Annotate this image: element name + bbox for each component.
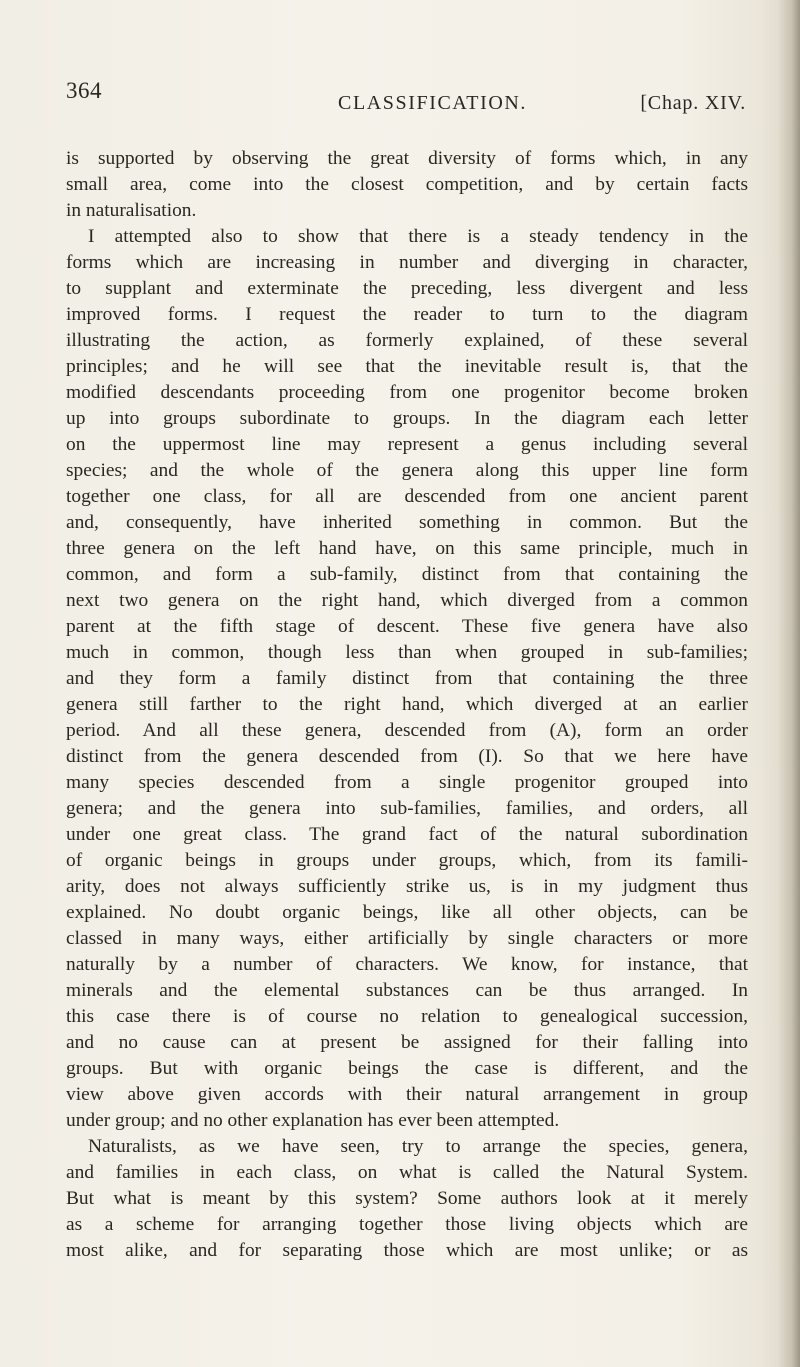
text-line: in naturalisation.: [66, 200, 197, 221]
text-line: of organic beings in groups under groups, which, from its famili-: [66, 850, 748, 871]
page-edge-shadow: [778, 0, 800, 1367]
text-line: naturally by a number of characters. We know, for instance, that: [66, 954, 748, 975]
text-line: many species descended from a single progenitor grouped into: [66, 772, 748, 793]
text-line: and families in each class, on what is called the Natural System.: [66, 1162, 748, 1183]
text-line: and they form a family distinct from that containing the three: [66, 668, 748, 689]
text-line: period. And all these genera, descended from (A), form an order: [66, 720, 748, 741]
text-line: genera; and the genera into sub-families, families, and orders, all: [66, 798, 748, 819]
text-line: improved forms. I request the reader to turn to the diagram: [66, 304, 748, 325]
running-title: CLASSIFICATION.: [338, 92, 528, 114]
text-line: illustrating the action, as formerly explained, of these several: [66, 330, 748, 351]
text-line: arity, does not always sufficiently strike us, is in my judgment thus: [66, 876, 748, 897]
text-line: most alike, and for separating those which are most unlike; or as: [66, 1240, 748, 1261]
page-number: 364: [66, 78, 102, 103]
text-line: to supplant and exterminate the preceding, less divergent and less: [66, 278, 748, 299]
text-line: modified descendants proceeding from one progenitor become broken: [66, 382, 748, 403]
text-line: small area, come into the closest competition, and by certain facts: [66, 174, 748, 195]
text-line: minerals and the elemental substances can be thus arranged. In: [66, 980, 748, 1001]
text-line: But what is meant by this system? Some authors look at it merely: [66, 1188, 748, 1209]
text-line: I attempted also to show that there is a steady tendency in the: [88, 226, 748, 247]
text-line: this case there is of course no relation to genealogical succession,: [66, 1006, 748, 1027]
text-line: on the uppermost line may represent a genus including several: [66, 434, 748, 455]
body-text: [66, 146, 748, 1264]
running-header: [66, 78, 746, 128]
text-line: groups. But with organic beings the case is different, and the: [66, 1058, 748, 1079]
text-line: classed in many ways, either artificially by single characters or more: [66, 928, 748, 949]
text-line: three genera on the left hand have, on this same principle, much in: [66, 538, 748, 559]
text-line: and, consequently, have inherited something in common. But the: [66, 512, 748, 533]
text-line: is supported by observing the great diversity of forms which, in any: [66, 148, 748, 169]
text-line: common, and form a sub-family, distinct from that containing the: [66, 564, 748, 585]
text-line: principles; and he will see that the inevitable result is, that the: [66, 356, 748, 377]
text-line: as a scheme for arranging together those living objects which are: [66, 1214, 748, 1235]
text-line: genera still farther to the right hand, which diverged at an earlier: [66, 694, 748, 715]
text-line: under group; and no other explanation has ever been attempted.: [66, 1110, 560, 1131]
text-line: explained. No doubt organic beings, like all other objects, can be: [66, 902, 748, 923]
text-line: together one class, for all are descended from one ancient parent: [66, 486, 748, 507]
text-line: next two genera on the right hand, which diverged from a common: [66, 590, 748, 611]
text-line: Naturalists, as we have seen, try to arrange the species, genera,: [88, 1136, 748, 1157]
text-line: under one great class. The grand fact of the natural subordination: [66, 824, 748, 845]
chapter-reference: [Chap. XIV.: [640, 92, 746, 114]
text-line: view above given accords with their natural arrangement in group: [66, 1084, 748, 1105]
text-line: parent at the fifth stage of descent. These five genera have also: [66, 616, 748, 637]
text-line: much in common, though less than when grouped in sub-families;: [66, 642, 748, 663]
text-line: distinct from the genera descended from (I). So that we here have: [66, 746, 748, 767]
text-line: and no cause can at present be assigned for their falling into: [66, 1032, 748, 1053]
text-line: up into groups subordinate to groups. In the diagram each letter: [66, 408, 748, 429]
text-line: species; and the whole of the genera along this upper line form: [66, 460, 748, 481]
text-line: forms which are increasing in number and diverging in character,: [66, 252, 748, 273]
